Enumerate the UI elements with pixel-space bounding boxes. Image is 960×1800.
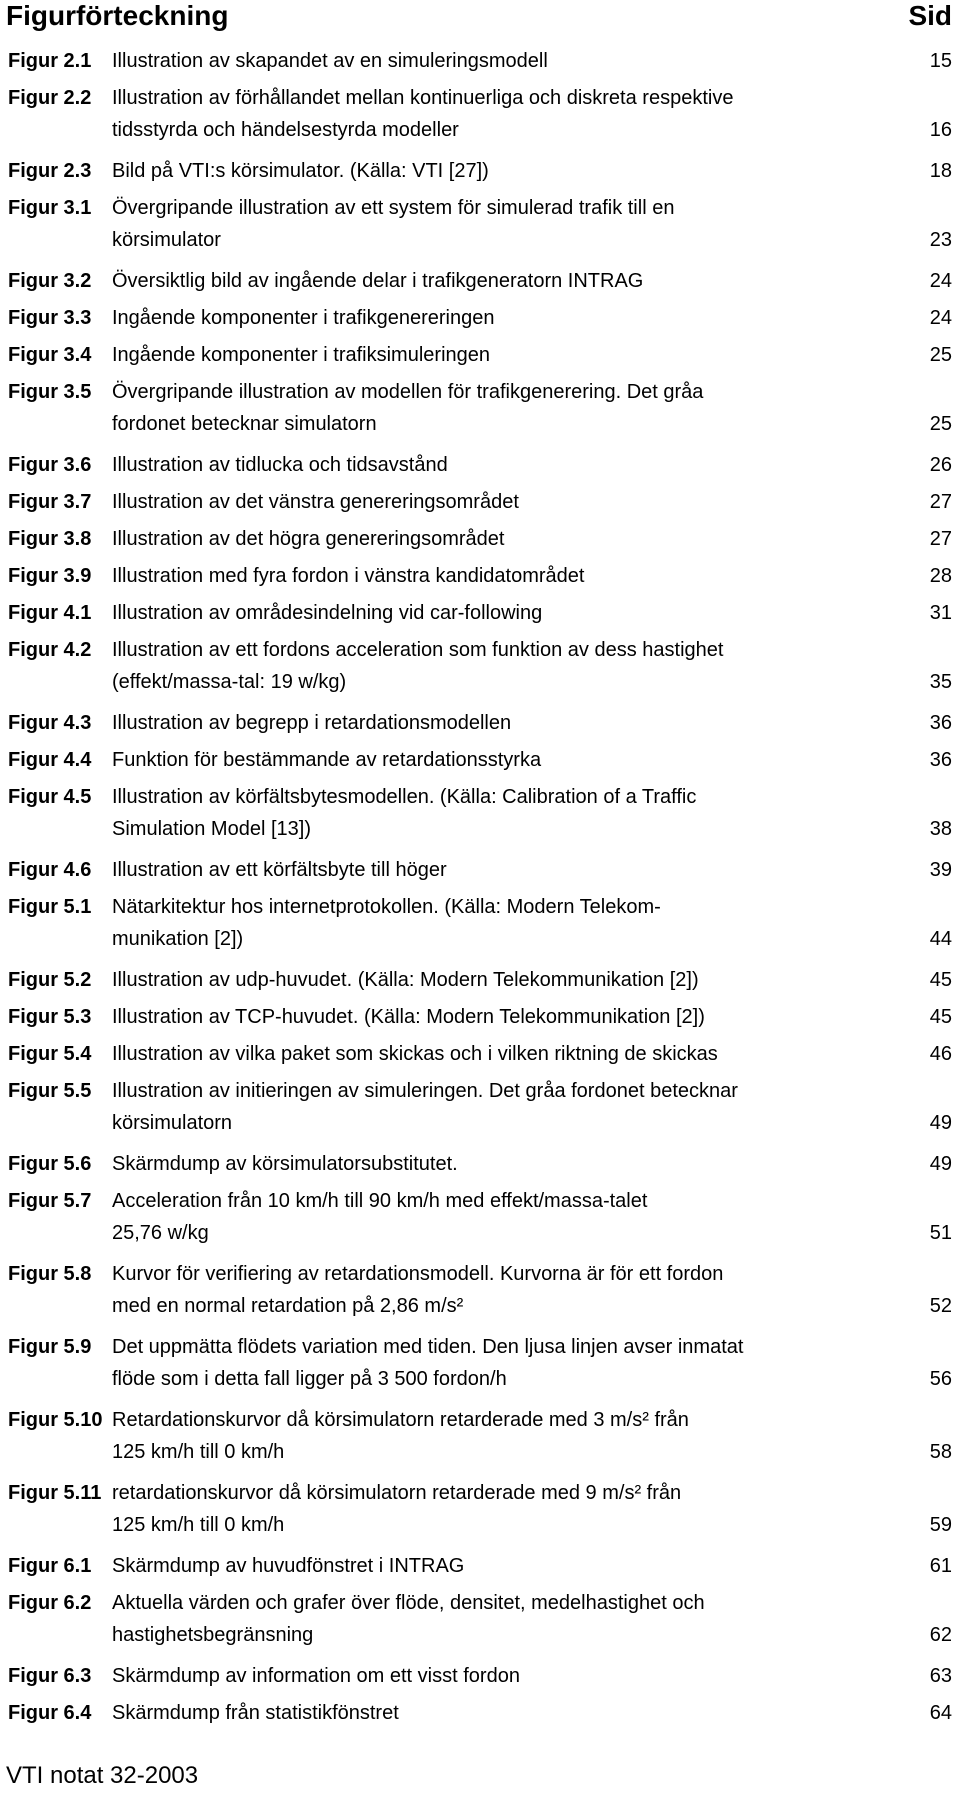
figure-caption: Illustration av områdesindelning vid car-following <box>112 602 543 624</box>
figure-caption: Övergripande illustration av modellen för trafikgenerering. Det gråa fordonet betecknar simulatorn <box>112 381 704 435</box>
figure-number: Figur 5.1 <box>8 896 92 918</box>
figure-caption: Illustration av begrepp i retardationsmodellen <box>112 712 512 734</box>
figure-caption: Illustration av ett fordons acceleration som funktion av dess hastighet (effekt/massa-tal: 19 w/kg) <box>112 639 724 693</box>
figure-caption: Skärmdump av körsimulatorsubstitutet. <box>112 1153 458 1175</box>
page-number: 45 <box>929 1006 952 1028</box>
figure-caption: Bild på VTI:s körsimulator. (Källa: VTI [27]) <box>112 160 489 182</box>
page-column-header: Sid <box>908 0 952 31</box>
figure-caption: Det uppmätta flödets variation med tiden. Den ljusa linjen avser inmatat flöde som i detta fall ligger på 3 500 fordon/h <box>112 1336 744 1390</box>
figure-caption: Skärmdump av information om ett visst fordon <box>112 1665 520 1687</box>
figure-caption: Nätarkitektur hos internetprotokollen. (Källa: Modern Telekom- munikation [2]) <box>112 896 661 950</box>
figure-caption: Illustration av initieringen av simuleringen. Det gråa fordonet betecknar körsimulatorn <box>112 1080 738 1134</box>
list-item <box>0 155 960 187</box>
figure-caption: Illustration av förhållandet mellan kontinuerliga och diskreta respektive tidsstyrda och händelsestyrda modeller <box>112 87 734 141</box>
figure-number: Figur 3.8 <box>8 528 92 550</box>
page-number: 51 <box>929 1222 952 1244</box>
figure-caption: Illustration med fyra fordon i vänstra kandidatområdet <box>112 565 585 587</box>
page-number: 18 <box>929 160 952 182</box>
page-number: 15 <box>929 50 952 72</box>
page-number: 36 <box>929 712 952 734</box>
list-item <box>0 744 960 776</box>
page-footer: VTI notat 32-2003 <box>6 1762 199 1789</box>
list-item <box>0 265 960 297</box>
page-number: 23 <box>929 229 952 251</box>
page-number: 24 <box>929 307 952 329</box>
figure-number: Figur 3.7 <box>8 491 92 513</box>
figure-caption: Illustration av skapandet av en simuleringsmodell <box>112 50 548 72</box>
list-item <box>0 82 960 146</box>
page-number: 35 <box>929 671 952 693</box>
figure-number: Figur 3.6 <box>8 454 92 476</box>
page-number: 61 <box>929 1555 952 1577</box>
list-item <box>0 1331 960 1395</box>
list-item <box>0 1660 960 1692</box>
page-number: 64 <box>929 1702 952 1724</box>
figure-number: Figur 4.3 <box>8 712 92 734</box>
list-item <box>0 1697 960 1729</box>
figure-number: Figur 5.10 <box>8 1409 103 1431</box>
list-item <box>0 523 960 555</box>
figure-caption: Illustration av tidlucka och tidsavstånd <box>112 454 448 476</box>
page-number: 39 <box>929 859 952 881</box>
figure-caption: Illustration av det vänstra genereringsområdet <box>112 491 519 513</box>
page-number: 31 <box>929 602 952 624</box>
list-item <box>0 376 960 440</box>
figure-caption: Illustration av udp-huvudet. (Källa: Modern Telekommunikation [2]) <box>112 969 699 991</box>
page-number: 24 <box>929 270 952 292</box>
figure-list <box>0 45 960 1734</box>
figure-number: Figur 6.1 <box>8 1555 92 1577</box>
figure-number: Figur 4.2 <box>8 639 92 661</box>
page-number: 45 <box>929 969 952 991</box>
list-item <box>0 1038 960 1070</box>
page-number: 59 <box>929 1514 952 1536</box>
list-item <box>0 1185 960 1249</box>
list-item <box>0 449 960 481</box>
figure-number: Figur 6.4 <box>8 1702 92 1724</box>
list-item <box>0 781 960 845</box>
list-item <box>0 486 960 518</box>
figure-caption: Retardationskurvor då körsimulatorn retarderade med 3 m/s² från 125 km/h till 0 km/h <box>112 1409 689 1463</box>
list-item <box>0 1001 960 1033</box>
figure-caption: Övergripande illustration av ett system för simulerad trafik till en körsimulator <box>112 197 675 251</box>
page-number: 56 <box>929 1368 952 1390</box>
figure-number: Figur 5.5 <box>8 1080 92 1102</box>
page-number: 27 <box>929 528 952 550</box>
list-item <box>0 192 960 256</box>
figure-number: Figur 2.1 <box>8 50 92 72</box>
figure-number: Figur 3.2 <box>8 270 92 292</box>
figure-number: Figur 3.9 <box>8 565 92 587</box>
page-number: 52 <box>929 1295 952 1317</box>
figure-caption: Ingående komponenter i trafikgenereringen <box>112 307 495 329</box>
list-item <box>0 45 960 77</box>
figure-caption: Illustration av vilka paket som skickas och i vilken riktning de skickas <box>112 1043 718 1065</box>
figure-caption: Aktuella värden och grafer över flöde, densitet, medelhastighet och hastighetsbegränsning <box>112 1592 705 1646</box>
page-number: 38 <box>929 818 952 840</box>
page-number: 25 <box>929 344 952 366</box>
figure-caption: Kurvor för verifiering av retardationsmodell. Kurvorna är för ett fordon med en normal retardation på 2,86 m/s² <box>112 1263 724 1317</box>
figure-number: Figur 5.2 <box>8 969 92 991</box>
page-number: 46 <box>929 1043 952 1065</box>
figure-number: Figur 4.4 <box>8 749 92 771</box>
figure-number: Figur 4.1 <box>8 602 92 624</box>
figure-caption: Skärmdump av huvudfönstret i INTRAG <box>112 1555 465 1577</box>
list-item <box>0 854 960 886</box>
figure-number: Figur 5.3 <box>8 1006 92 1028</box>
page-number: 49 <box>929 1112 952 1134</box>
figure-caption: Illustration av körfältsbytesmodellen. (Källa: Calibration of a Traffic Simulation Model [13]) <box>112 786 697 840</box>
figure-caption: Översiktlig bild av ingående delar i trafikgeneratorn INTRAG <box>112 270 644 292</box>
figure-caption: Illustration av ett körfältsbyte till höger <box>112 859 447 881</box>
page-title: Figurförteckning <box>6 0 229 31</box>
list-item <box>0 1075 960 1139</box>
list-item <box>0 964 960 996</box>
figure-number: Figur 5.6 <box>8 1153 92 1175</box>
list-item <box>0 1148 960 1180</box>
figure-number: Figur 5.8 <box>8 1263 92 1285</box>
list-item <box>0 339 960 371</box>
figure-number: Figur 6.2 <box>8 1592 92 1614</box>
page-number: 63 <box>929 1665 952 1687</box>
figure-number: Figur 4.6 <box>8 859 92 881</box>
figure-number: Figur 6.3 <box>8 1665 92 1687</box>
figure-caption: Acceleration från 10 km/h till 90 km/h med effekt/massa-talet 25,76 w/kg <box>112 1190 648 1244</box>
list-item <box>0 707 960 739</box>
figure-number: Figur 3.4 <box>8 344 92 366</box>
figure-caption: retardationskurvor då körsimulatorn retarderade med 9 m/s² från 125 km/h till 0 km/h <box>112 1482 682 1536</box>
page-number: 25 <box>929 413 952 435</box>
figure-number: Figur 3.5 <box>8 381 92 403</box>
page-number: 26 <box>929 454 952 476</box>
page-number: 28 <box>929 565 952 587</box>
figure-number: Figur 5.9 <box>8 1336 92 1358</box>
list-item <box>0 302 960 334</box>
list-item <box>0 1587 960 1651</box>
list-item <box>0 597 960 629</box>
page-number: 58 <box>929 1441 952 1463</box>
figure-caption: Skärmdump från statistikfönstret <box>112 1702 399 1724</box>
list-item <box>0 1258 960 1322</box>
figure-number: Figur 2.3 <box>8 160 92 182</box>
page-number: 44 <box>929 928 952 950</box>
list-item <box>0 560 960 592</box>
list-item <box>0 634 960 698</box>
figure-number: Figur 5.7 <box>8 1190 92 1212</box>
page-number: 62 <box>929 1624 952 1646</box>
page-number: 36 <box>929 749 952 771</box>
figure-number: Figur 2.2 <box>8 87 92 109</box>
figure-number: Figur 4.5 <box>8 786 92 808</box>
figure-caption: Illustration av TCP-huvudet. (Källa: Modern Telekommunikation [2]) <box>112 1006 705 1028</box>
figure-number: Figur 3.3 <box>8 307 92 329</box>
figure-caption: Illustration av det högra genereringsområdet <box>112 528 505 550</box>
figure-caption: Funktion för bestämmande av retardationsstyrka <box>112 749 542 771</box>
figure-caption: Ingående komponenter i trafiksimuleringen <box>112 344 490 366</box>
list-item <box>0 891 960 955</box>
page-number: 49 <box>929 1153 952 1175</box>
figure-number: Figur 5.11 <box>8 1482 102 1504</box>
list-item <box>0 1550 960 1582</box>
list-item <box>0 1404 960 1468</box>
page-number: 27 <box>929 491 952 513</box>
page-number: 16 <box>929 119 952 141</box>
figure-number: Figur 5.4 <box>8 1043 92 1065</box>
list-item <box>0 1477 960 1541</box>
figure-number: Figur 3.1 <box>8 197 92 219</box>
